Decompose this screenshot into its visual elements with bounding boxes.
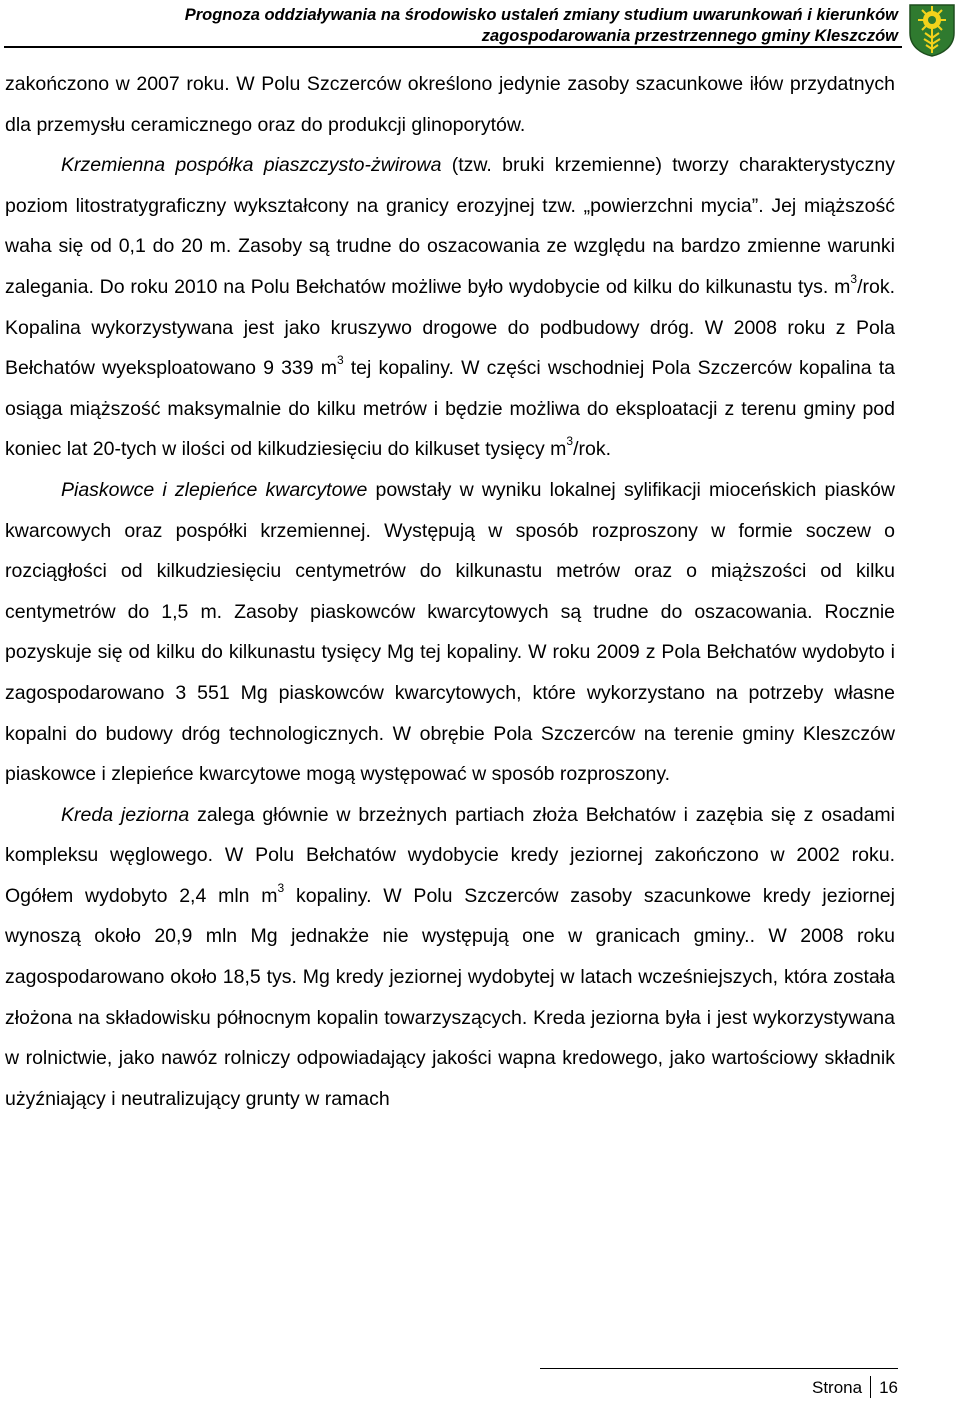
- paragraph-piaskowce: [5, 470, 895, 795]
- superscript: 3: [850, 271, 858, 286]
- paragraph-text: /rok. Kopalina wykorzystywana jest jako kruszywo drogowe do podbudowy dróg. W 2008 roku z Pola Bełchatów wyeksploatowano 9 339 m: [5, 275, 895, 380]
- kleszczow-coat-of-arms-icon: [908, 3, 956, 57]
- superscript: 3: [336, 353, 344, 368]
- section-term: Kreda jeziorna: [61, 803, 190, 826]
- superscript: 3: [566, 434, 574, 449]
- paragraph-text: tej kopaliny. W części wschodniej Pola Szczerców kopalina ta osiąga miąższość maksymalnie do kilku metrów i będzie możliwa do eksploatacji z terenu gminy pod koniec lat 20-tych w ilości od kilkudziesięciu do kilkuset tysięcy m: [5, 357, 895, 461]
- superscript: 3: [277, 880, 285, 895]
- paragraph-text: kopaliny. W Polu Szczerców zasoby szacunkowe kredy jeziornej wynoszą około 20,9 mln Mg jednakże nie występują one w granicach gminy.. W 2008 roku zagospodarowano około 18,5 tys. Mg kredy jeziornej wydobytej w latach wcześniejszych, która została złożona na składowisku północnym kopalin towarzyszących. Kreda jeziorna była i jest wykorzystywana w rolnictwie, jako nawóz rolniczy odpowiadający jakości wapna kredowego, jako wartościowy składnik użyźniający i neutralizujący grunty w ramach: [5, 884, 895, 1110]
- paragraph-krzemienna-pospolka: [5, 145, 895, 470]
- document-title: [185, 5, 898, 47]
- paragraph-text: powstały w wyniku lokalnej sylifikacji mioceńskich piasków kwarcowych oraz pospółki krzemiennej. Występują w sposób rozproszony w formie soczew o rozciągłości od kilkudziesięciu centymetrów do kilkunastu metrów oraz o miąższości od kilku centymetrów do 1,5 m. Zasoby piaskowców kwarcytowych są trudne do oszacowania. Rocznie pozyskuje się od kilku do kilkunastu tysięcy Mg tej kopaliny. W roku 2009 z Pola Bełchatów wydobyto i zagospodarowano 3 551 Mg piaskowców kwarcytowych, które wykorzystano na potrzeby własne kopalni do budowy dróg technologicznych. W obrębie Pola Szczerców na terenie gminy Kleszczów piaskowce i zlepieńce kwarcytowe mogą występować w sposób rozproszony.: [5, 478, 895, 786]
- paragraph-kreda-jeziorna: [5, 795, 895, 1120]
- page-label: Strona: [811, 1378, 863, 1397]
- paragraph-text: zakończono w 2007 roku. W Polu Szczerców określono jedynie zasoby szacunkowe iłów przydatnych dla przemysłu ceramicznego oraz do produkcji glinoporytów.: [5, 73, 895, 136]
- document-title-line-2: zagospodarowania przestrzennego gminy Kleszczów: [481, 27, 898, 45]
- paragraph-text: zalega głównie w brzeżnych partiach złoża Bełchatów i zazębia się z osadami kompleksu węglowego. W Polu Bełchatów wydobycie kredy jeziornej zakończono w 2002 roku. Ogółem wydobyto 2,4 mln m: [5, 803, 895, 907]
- section-term: Krzemienna pospółka piaszczysto-żwirowa: [61, 154, 442, 177]
- document-title-line-1: Prognoza oddziaływania na środowisko ustaleń zmiany studium uwarunkowań i kierunków: [184, 6, 898, 24]
- page-number: 16: [879, 1378, 898, 1397]
- paragraph-text: /rok.: [573, 438, 612, 461]
- page-footer: [812, 1376, 898, 1398]
- paragraph-text: (tzw. bruki krzemienne) tworzy charakterystyczny poziom litostratygraficzny wykształcony na granicy erozyjnej tzw. „powierzchni mycia”. Jej miąższość waha się od 0,1 do 20 m. Zasoby są trudne do oszacowania ze względu na bardzo zmienne warunki zalegania. Do roku 2010 na Polu Bełchatów możliwe było wydobycie od kilku do kilkunastu tys. m: [5, 154, 895, 298]
- footer-separator: [870, 1376, 871, 1398]
- page-header: [0, 0, 960, 60]
- paragraph-iły: [5, 64, 895, 145]
- document-body: [5, 64, 895, 1119]
- header-divider: [4, 46, 902, 48]
- section-term: Piaskowce i zlepieńce kwarcytowe: [61, 478, 368, 501]
- footer-divider: [540, 1368, 898, 1369]
